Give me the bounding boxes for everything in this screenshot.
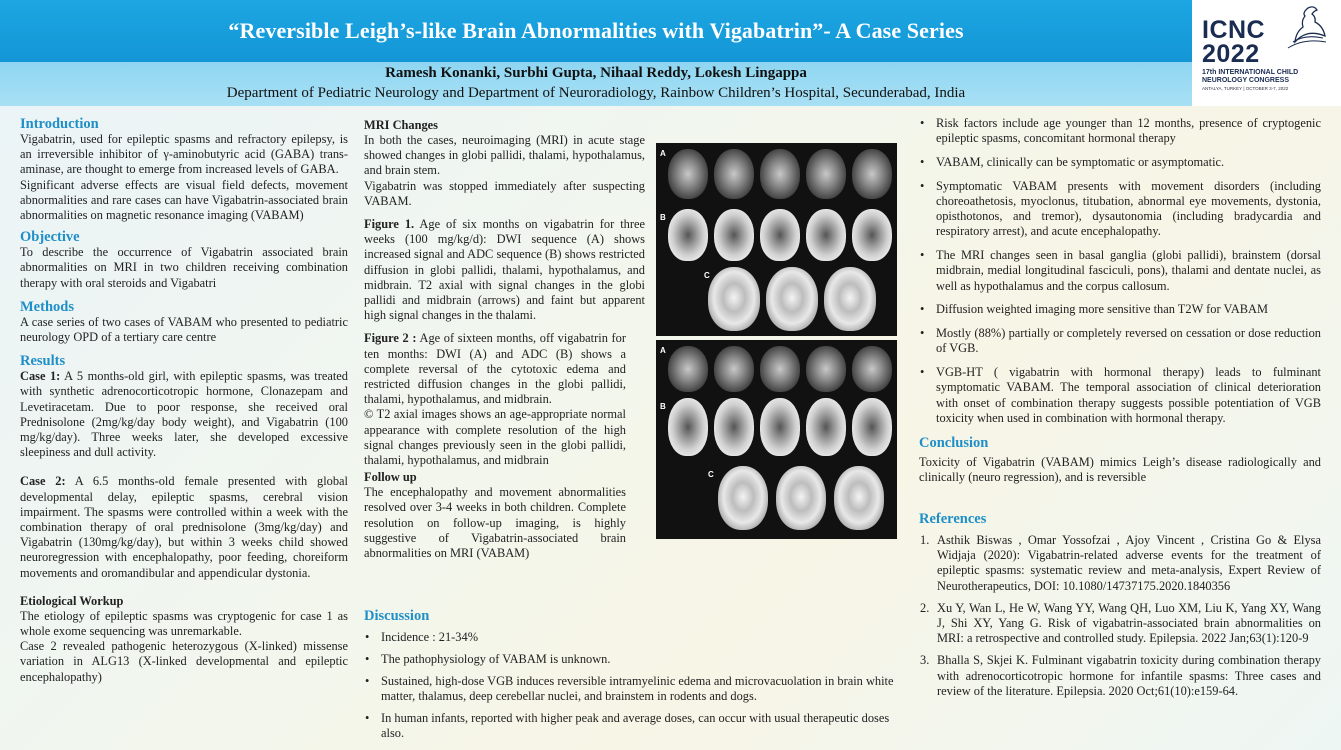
mri-slice-image: [668, 398, 708, 456]
mri-slice-image: [708, 267, 760, 331]
case2-label: Case 2:: [20, 474, 66, 489]
mri-slice-image: [776, 466, 826, 530]
mri-slice-image: [852, 346, 892, 392]
mri-slice-image: [714, 398, 754, 456]
etiology-paragraph-1: The etiology of epileptic spasms was cryptogenic for case 1 as whole exome sequencing was unremarkable.: [20, 608, 348, 639]
whirling-dervish-icon: [1278, 4, 1334, 54]
heading-methods: Methods: [20, 298, 74, 315]
list-item: • The MRI changes seen in basal ganglia (globi pallidi), brainstem (dorsal midbrain, medial longitudinal fasciculi, pons), thalami and dentate nuclei, as well as hypothalamus and the corpus callosum.: [919, 248, 1321, 294]
methods-paragraph: A case series of two cases of VABAM who presented to pediatric neurology OPD of a tertiary care centre: [20, 314, 348, 345]
references-list: [919, 533, 1321, 699]
mri-slice-image: [806, 398, 846, 456]
objective-paragraph: To describe the occurrence of Vigabatrin associated brain abnormalities on MRI in two children receiving combination therapy with oral steroids and Vigabatri: [20, 245, 348, 290]
case2-paragraph: [20, 474, 348, 580]
list-item: • VGB-HT ( vigabatrin with hormonal therapy) leads to fulminant symptomatic VABAM. The temporal association of clinical deterioration with onset of combination therapy suggests possible potentiation of VGB toxicity when used in combination with hormonal therapy.: [919, 365, 1321, 426]
figure2-caption-c: © T2 axial images shows an age-appropriate normal appearance with complete resolution of the high signal changes previously seen in the globi pallidi, thalami, hypothalamus, and midbrain: [364, 407, 626, 468]
mri-slice-image: [834, 466, 884, 530]
figure1-text: Age of six months on vigabatrin for three weeks (100 mg/kg/d): DWI sequence (A) shows increased signal and ADC sequence (B) shows restricted diffusion in globi pallidi, thalami, hypothalamus, and midbrain. T2 axial with signal changes in the globi pallidi and midbrain (arrows) and faint but apparent high signal changes in the thalami.: [364, 217, 645, 323]
mri-slice-image: [668, 149, 708, 199]
logo-text-congress-2: NEUROLOGY CONGRESS: [1202, 77, 1289, 84]
author-bar: [0, 62, 1192, 106]
heading-references: References: [919, 511, 987, 528]
heading-mri-changes: MRI Changes: [364, 118, 439, 132]
mri-slice-image: [760, 346, 800, 392]
heading-introduction: Introduction: [20, 116, 99, 132]
discussion-section: [364, 607, 896, 748]
poster-title: “Reversible Leigh’s-like Brain Abnormalities with Vigabatrin”- A Case Series: [228, 18, 964, 43]
case1-paragraph: [20, 369, 348, 460]
heading-follow-up: Follow up: [364, 470, 417, 485]
intro-paragraph-1: Vigabatrin, used for epileptic spasms and refractory epilepsy, is an irreversible inhibitor of γ-aminobutyric acid (GABA) trans- aminase, are thought to emerge from increased levels of GABA.: [20, 132, 348, 177]
list-item: • The pathophysiology of VABAM is unknown.: [364, 652, 896, 667]
list-item: • Risk factors include age younger than 12 months, presence of cryptogenic epileptic spasms, concomitant hormonal therapy: [919, 116, 1321, 146]
list-item: • Symptomatic VABAM presents with movement disorders (including choreoathetosis, myoclonus, titubation, abnormal eye movements, dystonia, opisthotonos, and tremor), dysautonomia (including bradycardia and respiratory arrest), and acute encephalopathy.: [919, 179, 1321, 240]
mri-slice-image: [760, 398, 800, 456]
figure1-label: Figure 1.: [364, 217, 415, 232]
case1-text: A 5 months-old girl, with epileptic spasms, was treated with synthetic adrenocorticotropic hormone, Clonazepam and Levetiracetam. Due to poor response, she received oral Prednisolone (2mg/kg/day body weight), and Vigabatrin (100 mg/kg/day). Three weeks later, she developed excessive sleepiness and dull activity.: [20, 369, 349, 460]
mri-slice-image: [718, 466, 768, 530]
heading-discussion: Discussion: [364, 608, 430, 624]
mri-slice-image: [668, 346, 708, 392]
heading-objective: Objective: [20, 229, 80, 246]
figure1-panel-b-label: B: [660, 213, 666, 222]
logo-text-congress-1: 17th INTERNATIONAL CHILD: [1202, 69, 1299, 76]
mri-paragraph-2: Vigabatrin was stopped immediately after suspecting VABAM.: [364, 178, 645, 208]
affiliation: Department of Pediatric Neurology and Department of Neuroradiology, Rainbow Children’s Hospital, Secunderabad, India: [226, 85, 966, 101]
authors: Ramesh Konanki, Surbhi Gupta, Nihaal Reddy, Lokesh Lingappa: [385, 65, 807, 81]
figure1-caption: [364, 217, 645, 323]
heading-etiological-workup: Etiological Workup: [20, 593, 124, 608]
figure2-text: Age of sixteen months, off vigabatrin for ten months: DWI (A) and ADC (B) shows a complete reversal of the cytotoxic edema and restricted diffusion changes in the globi pallidi, thalami, hypothalamus, and midbrain.: [364, 331, 626, 407]
mri-figure-1: [656, 143, 897, 336]
conference-logo: [1192, 0, 1341, 106]
heading-results: Results: [20, 353, 66, 370]
column-middle: [364, 118, 645, 561]
mri-slice-image: [714, 209, 754, 261]
mri-slice-image: [714, 149, 754, 199]
logo-text-year: 2022: [1202, 40, 1260, 68]
findings-list: [919, 116, 1321, 426]
mri-slice-image: [668, 209, 708, 261]
logo-text-icnc: ICNC: [1202, 16, 1266, 44]
column-right: [919, 116, 1321, 706]
mri-figure-2: [656, 340, 897, 539]
mri-slice-image: [806, 209, 846, 261]
list-item: • Diffusion weighted imaging more sensitive than T2W for VABAM: [919, 302, 1321, 317]
list-item: • Mostly (88%) partially or completely reversed on cessation or dose reduction of VGB.: [919, 326, 1321, 356]
mri-slice-image: [766, 267, 818, 331]
figure2-caption: [364, 331, 626, 407]
mri-slice-image: [824, 267, 876, 331]
mri-slice-image: [806, 149, 846, 199]
figure2-panel-a-label: A: [660, 346, 666, 355]
column-left: [20, 116, 348, 685]
case2-text: A 6.5 months-old female presented with global developmental delay, epileptic spasms, cerebral vision impairment. The spasms were controlled within a week with the combination therapy of oral prednisolone (3mg/kg/day) and Vigabatrin (130mg/kg/day), but within 3 weeks child showed neuroregression with encephalopathy, poor feeding, choreiform movements and oromandibular and appendicular dystonia.: [20, 474, 348, 580]
figure2-panel-c-label: C: [708, 470, 714, 479]
mri-slice-image: [760, 149, 800, 199]
title-bar: [0, 0, 1192, 62]
case1-label: Case 1:: [20, 369, 61, 384]
figure2-label: Figure 2 :: [364, 331, 417, 346]
heading-conclusion: Conclusion: [919, 434, 989, 451]
mri-slice-image: [714, 346, 754, 392]
reference-item: 3. Bhalla S, Skjei K. Fulminant vigabatrin toxicity during combination therapy with adrenocorticotropic hormone for infantile spasms: Three cases and review of the literature. Epilepsia. 2020 Oct;61(10):e159-64.: [920, 653, 1321, 698]
list-item: • Sustained, high-dose VGB induces reversible intramyelinic edema and microvacuolation in brain white matter, thalamus, deep cerebellar nuclei, and brainstem in rodents and dogs.: [364, 674, 896, 704]
mri-slice-image: [852, 149, 892, 199]
mri-slice-image: [852, 209, 892, 261]
mri-slice-image: [852, 398, 892, 456]
followup-paragraph: The encephalopathy and movement abnormalities resolved over 3-4 weeks in both children. Complete resolution on follow-up imaging, is highly suggestive of Vigabatrin-associated brain abnormalities on MRI (VABAM): [364, 485, 626, 561]
discussion-list: [364, 630, 896, 741]
intro-paragraph-2: Significant adverse effects are visual field defects, movement abnormalities and rare cases can have Vigabatrin-associated brain abnormalities on magnetic resonance imaging (VABAM): [20, 177, 348, 223]
reference-item: 1. Asthik Biswas , Omar Yossofzai , Ajoy Vincent , Cristina Go & Elysa Widjaja (2020): Vigabatrin-related adverse events for the treatment of epileptic spasms: systematic review and meta-analysis, Expert Review of Neurotherapeutics, DOI: 10.1080/14737175.2020.1840356: [920, 533, 1321, 593]
reference-item: 2. Xu Y, Wan L, He W, Wang YY, Wang QH, Luo XM, Liu K, Yang XY, Wang J, Shi XY, Yang G. Risk of vigabatrin-associated brain abnormalities on MRI: a retrospective and controlled study. Epilepsia. 2022 Jan;63(1):120-9: [920, 600, 1321, 646]
etiology-paragraph-2: Case 2 revealed pathogenic heterozygous (X-linked) missense variation in ALG13 (X-linked developmental and epileptic encephalopathy): [20, 639, 348, 684]
list-item: • Incidence : 21-34%: [364, 630, 896, 645]
mri-slice-image: [760, 209, 800, 261]
list-item: • VABAM, clinically can be symptomatic or asymptomatic.: [919, 155, 1321, 170]
logo-text-location: ANTALYA, TURKEY | OCTOBER 3-7, 2022: [1202, 86, 1289, 91]
figure1-panel-a-label: A: [660, 149, 666, 158]
list-item: • In human infants, reported with higher peak and average doses, can occur with usual therapeutic doses also.: [364, 711, 896, 741]
mri-paragraph-1: In both the cases, neuroimaging (MRI) in acute stage showed changes in globi pallidi, thalami, hypothalamus, and brain stem.: [364, 133, 645, 178]
figure1-panel-c-label: C: [704, 271, 710, 280]
mri-slice-image: [806, 346, 846, 392]
figure2-panel-b-label: B: [660, 402, 666, 411]
conclusion-paragraph: Toxicity of Vigabatrin (VABAM) mimics Leigh’s disease radiologically and clinically (neuro regression), and is reversible: [919, 454, 1321, 484]
